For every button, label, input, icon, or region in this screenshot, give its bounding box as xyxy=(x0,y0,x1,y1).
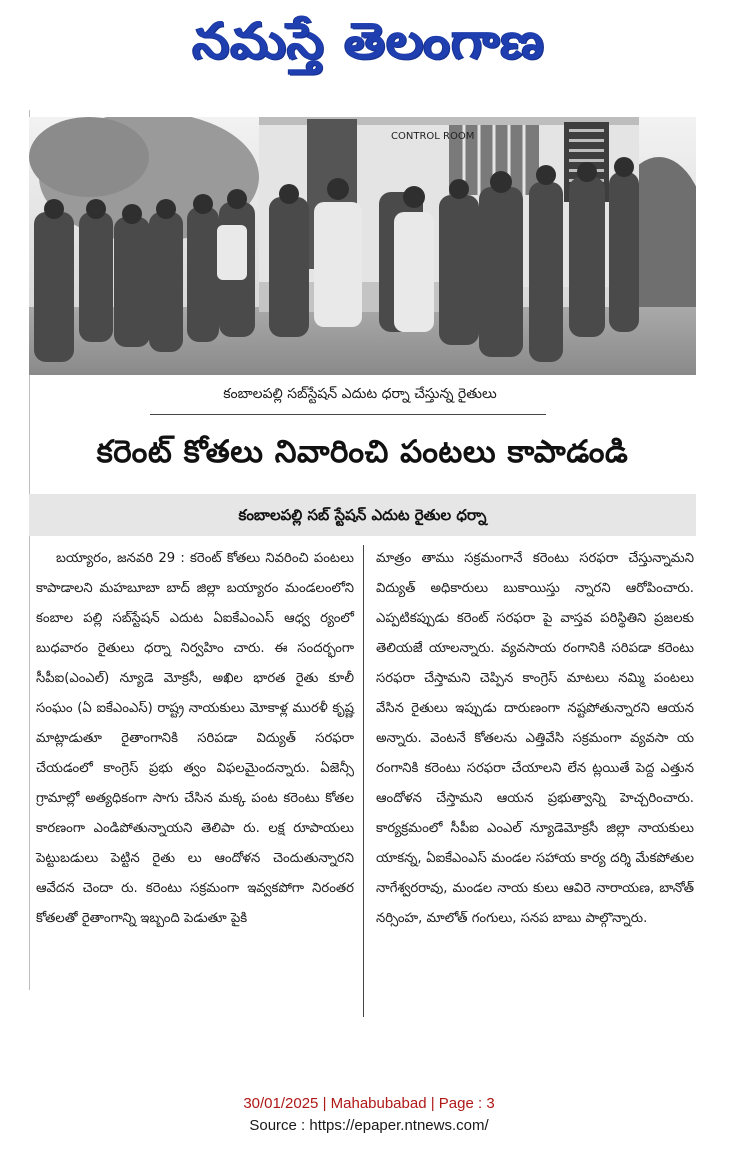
caption-underline xyxy=(150,414,546,415)
source-link[interactable]: Source : https://epaper.ntnews.com/ xyxy=(249,1117,489,1134)
news-photo xyxy=(29,117,696,375)
photo-illustration xyxy=(29,117,696,375)
masthead xyxy=(0,8,738,78)
control-room-sign: CONTROL ROOM xyxy=(391,131,475,142)
page-footer xyxy=(0,1093,738,1137)
edition-info: 30/01/2025 | Mahabubabad | Page : 3 xyxy=(243,1095,495,1112)
article-headline: కరెంట్ కోతలు నివారించి పంటలు కాపాడండి xyxy=(96,434,629,470)
article-subheadline: కంబాలపల్లి సబ్ స్టేషన్ ఎదుట రైతుల ధర్నా xyxy=(29,494,696,536)
column-divider xyxy=(363,545,364,1017)
newspaper-logo: నమస్తే తెలంగాణ xyxy=(192,12,546,70)
article-column-left: బయ్యారం, జనవరి 29 : కరెంట్ కోతలు నివరించి పంటలు కాపాడాలని మహబూబా బాద్ జిల్లా బయ్యారం మండలంలోని కంబాల పల్లి సబ్‌స్టేషన్ ఎదుట ఏఐకేఎంఎస్ ఆధ్వ ర్యంలో బుధవారం రైతులు ధర్నా నిర్వహిం చారు. ఈ సందర్భంగా సీపీఐ(ఎంఎల్) న్యూడె మోక్రసీ, అఖిల భారత రైతు కూలీ సంఘం (ఏ ఐకేఎంఎస్) రాష్ట్ర నాయకులు మోకాళ్ల మురళీ కృష్ణ మాట్లాడుతూ రైతాంగానికి సరిపడా విద్యుత్ సరఫరా చేయడంలో కాంగ్రెస్ ప్రభు త్వం విఫలమైందన్నారు. ఏజెన్సీ గ్రామాల్లో అత్యధికంగా సాగు చేసిన మక్క పంట కరెంటు కోతల కారణంగా ఎండిపోతున్నాయని తెలిపా రు. లక్ష రూపాయలు పెట్టుబడులు పెట్టిన రైతు లు ఆందోళన చెందుతున్నారని ఆవేదన చెందా రు. కరెంటు సక్రమంగా ఇవ్వకపోగా నిరంతర కోతలతో రైతాంగాన్ని ఇబ్బంది పెడుతూ పైకి xyxy=(36,551,354,926)
photo-caption: కంబాలపల్లి సబ్‌స్టేషన్ ఎదుట ధర్నా చేస్తున్న రైతులు xyxy=(223,386,497,402)
article-column-right: మాత్రం తాము సక్రమంగానే కరెంటు సరఫరా చేస్తున్నామని విద్యుత్ అధికారులు బుకాయిస్తు న్నారని ఆరోపించారు. ఎప్పటికప్పుడు కరెంట్ సరఫరా పై వాస్తవ పరిస్థితిని ప్రజలకు తెలియజేె యాలన్నారు. వ్యవసాయ రంగానికి సరిపడా కరెంటు సరఫరా చేస్తామని చెప్పిన కాంగ్రెస్ మాటలు నమ్మి పంటలు వేసిన రైతులు ఇప్పుడు దారుణంగా నష్టపోతున్నారని ఆయన అన్నారు. వెంటనే కోతలను ఎత్తివేసి సక్రమంగా వ్యవసా య రంగానికి కరెంటు సరఫరా చేయాలని లేన ట్లయితే పెద్ద ఎత్తున ఆందోళన చేస్తామని ఆయన ప్రభుత్వాన్ని హెచ్చరించారు. కార్యక్రమంలో సీపీఐ ఎంఎల్ న్యూడెమోక్రసీ జిల్లా నాయకులు యాకన్న, ఏఐకేఎంఎస్ మండల సహాయ కార్య దర్శి మేకపోతుల నాగేశ్వరరావు, మండల నాయ కులు ఆవిరె నారాయణ, బానోత్ నర్సింహ, మాలోత్ గంగులు, సనప బాబు పాల్గొన్నారు. xyxy=(376,551,694,926)
